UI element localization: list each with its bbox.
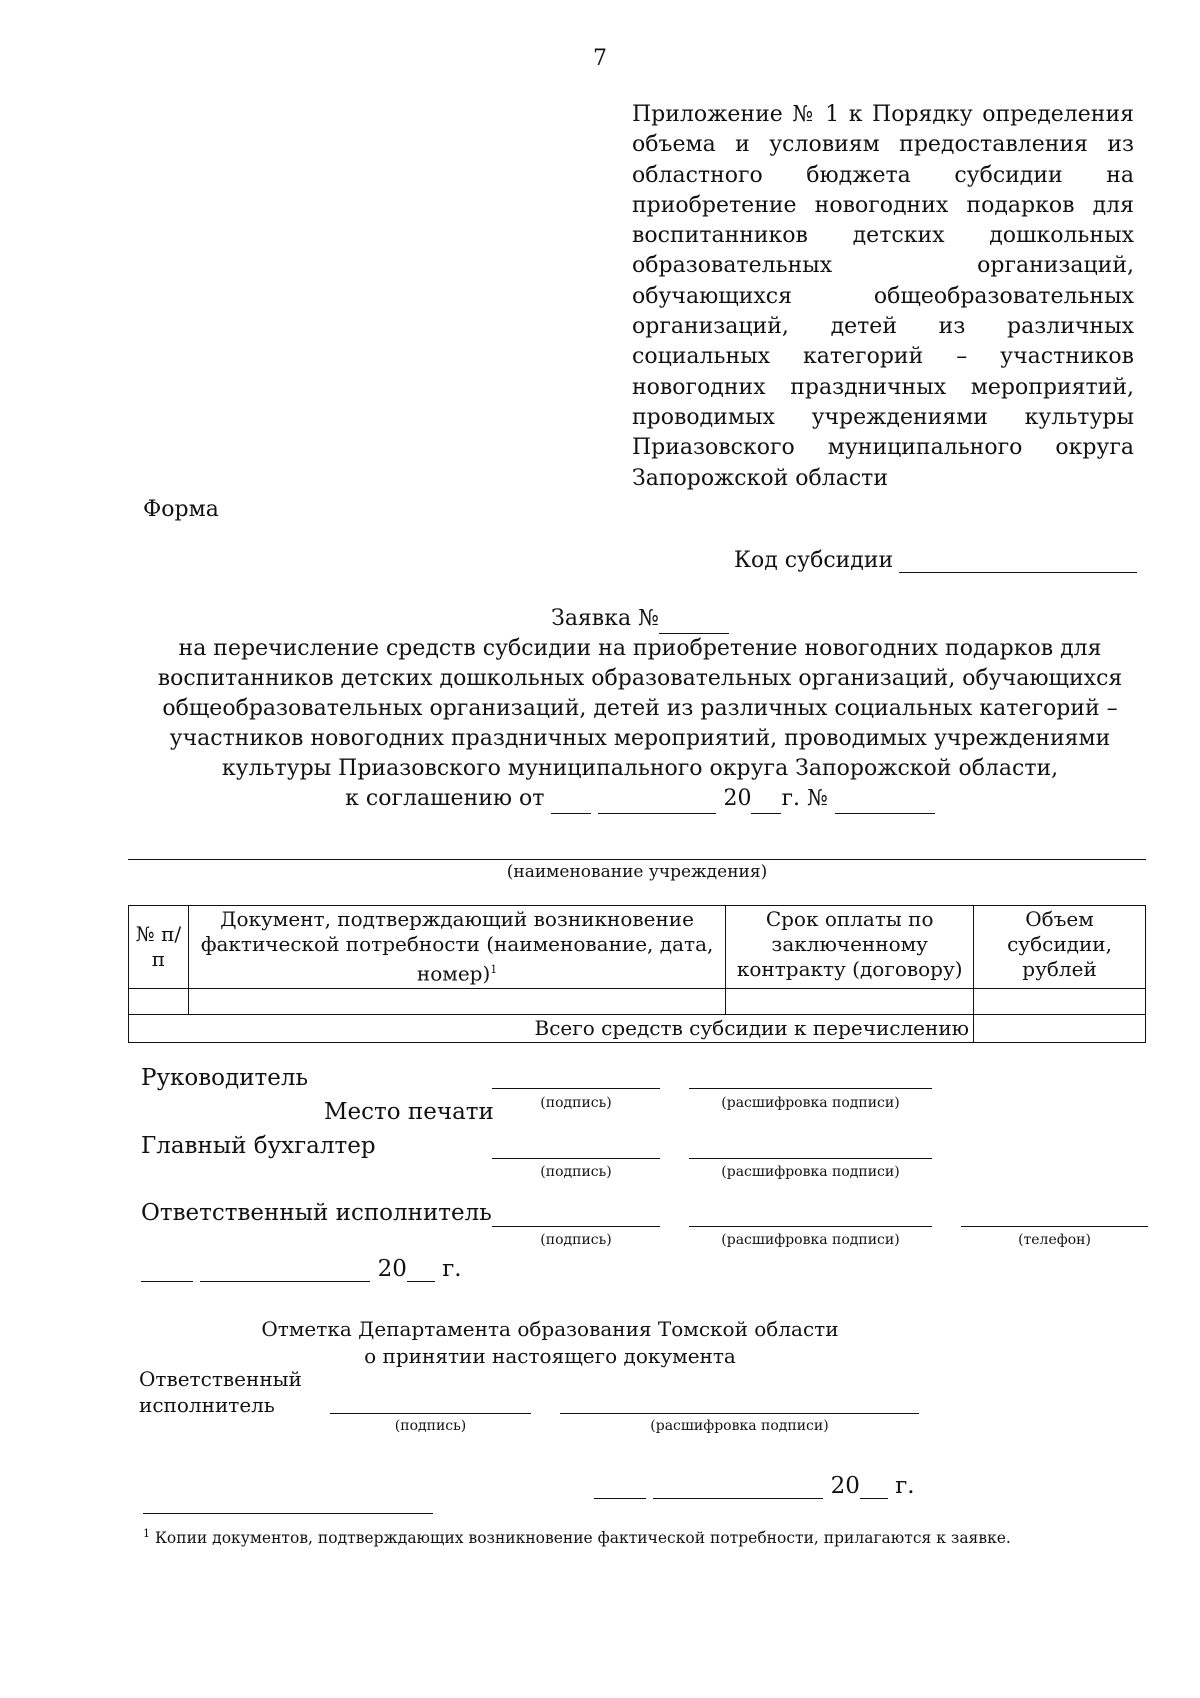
head-label: Руководитель: [141, 1065, 308, 1091]
date-suffix: г.: [442, 1256, 462, 1282]
footnote-ref: 1: [143, 1527, 150, 1540]
request-number-blank: [659, 611, 729, 634]
date-year: 20: [377, 1256, 407, 1282]
page-number: 7: [593, 46, 607, 71]
title-line: общеобразовательных организаций, детей из различных социальных категорий –: [162, 696, 1118, 721]
request-date-row: [141, 1256, 462, 1282]
table-cell: [188, 988, 725, 1014]
agreement-row: [130, 784, 1150, 814]
seal-label: Место печати: [324, 1099, 494, 1125]
mark-signature-caption: (подпись): [394, 1418, 467, 1434]
appendix-line: организаций, детей из различных: [632, 314, 1134, 340]
title-line: воспитанников детских дошкольных образовательных организаций, обучающихся: [157, 666, 1123, 691]
header-amount: Объем субсидии, рублей: [974, 906, 1146, 989]
title-line: участников новогодних праздничных мероприятий, проводимых учреждениями: [169, 726, 1111, 751]
mark-executor-line: исполнитель: [139, 1393, 275, 1417]
executor-signature-line: [492, 1226, 660, 1227]
appendix-note: [632, 100, 1134, 494]
header-document: [188, 906, 725, 989]
executor-decoding-line: [689, 1226, 932, 1227]
agreement-day-blank: [551, 791, 591, 814]
department-mark-title: [130, 1316, 970, 1370]
table-row: [129, 988, 1146, 1014]
institution-line: [128, 859, 1146, 860]
mark-date-month-blank: [653, 1476, 823, 1499]
date-year-blank: [407, 1259, 435, 1282]
request-label: Заявка №: [551, 606, 659, 631]
footnote: [143, 1527, 1011, 1547]
mark-title-line: о принятии настоящего документа: [364, 1344, 736, 1368]
agreement-year-suffix: г. №: [781, 786, 828, 811]
subsidy-code-blank: [899, 550, 1137, 573]
appendix-line: обучающихся общеобразовательных: [632, 283, 1134, 309]
institution-caption: (наименование учреждения): [506, 862, 768, 882]
appendix-line: социальных категорий – участников: [632, 344, 1134, 370]
table-cell: [129, 988, 189, 1014]
accountant-signature-caption: (подпись): [540, 1164, 612, 1180]
executor-phone-line: [961, 1226, 1148, 1227]
header-term: Срок оплаты по заключенному контракту (договору): [726, 906, 974, 989]
agreement-number-blank: [835, 791, 935, 814]
executor-decoding-caption: (расшифровка подписи): [721, 1232, 900, 1248]
mark-date-suffix: г.: [895, 1473, 915, 1499]
appendix-line: образовательных организаций,: [632, 253, 1134, 279]
request-title: [130, 604, 1150, 814]
appendix-line: Запорожской области: [632, 465, 889, 491]
agreement-year: 20: [723, 786, 752, 811]
mark-decoding-line: [560, 1413, 919, 1414]
executor-label: Ответственный исполнитель: [141, 1200, 492, 1226]
mark-date-day-blank: [594, 1476, 646, 1499]
date-month-blank: [200, 1259, 370, 1282]
mark-decoding-caption: (расшифровка подписи): [650, 1418, 829, 1434]
mark-executor-line: Ответственный: [139, 1367, 302, 1391]
accountant-label: Главный бухгалтер: [141, 1133, 376, 1159]
request-number-row: [130, 604, 1150, 634]
executor-signature-caption: (подпись): [540, 1232, 612, 1248]
total-value: [974, 1014, 1146, 1042]
subsidy-code-label: Код субсидии: [734, 548, 894, 573]
accountant-decoding-caption: (расшифровка подписи): [721, 1164, 900, 1180]
total-row: [129, 1014, 1146, 1042]
table-cell: [974, 988, 1146, 1014]
mark-date-row: [594, 1473, 915, 1499]
mark-title-line: Отметка Департамента образования Томской области: [261, 1317, 839, 1341]
header-document-text: Документ, подтверждающий возникновение фактической потребности (наименование, дата, номер): [200, 907, 714, 986]
header-number: № п/п: [129, 906, 189, 989]
executor-phone-caption: (телефон): [1018, 1232, 1091, 1248]
agreement-month-blank: [598, 791, 716, 814]
table-header-row: [129, 906, 1146, 989]
head-signature-caption: (подпись): [540, 1095, 612, 1111]
mark-date-year: 20: [830, 1473, 860, 1499]
appendix-line: Приложение № 1 к Порядку определения: [632, 102, 1134, 127]
title-line: на перечисление средств субсидии на приобретение новогодних подарков для: [178, 636, 1102, 661]
footnote-text: Копии документов, подтверждающих возникновение фактической потребности, прилагаются к заявке.: [154, 1529, 1011, 1548]
subsidy-code-row: [734, 548, 1137, 573]
agreement-year-blank: [751, 791, 781, 814]
appendix-line: новогодних праздничных мероприятий,: [632, 374, 1134, 400]
head-decoding-line: [689, 1088, 932, 1089]
appendix-line: воспитанников детских дошкольных: [632, 223, 1134, 249]
subsidy-table: [128, 905, 1146, 1043]
mark-executor-label: [139, 1366, 302, 1418]
appendix-line: объема и условиям предоставления из: [632, 132, 1134, 158]
appendix-line: проводимых учреждениями культуры: [632, 404, 1134, 430]
head-decoding-caption: (расшифровка подписи): [721, 1095, 900, 1111]
appendix-line: областного бюджета субсидии на: [632, 162, 1134, 188]
accountant-decoding-line: [689, 1158, 932, 1159]
title-line: культуры Приазовского муниципального округа Запорожской области,: [221, 756, 1059, 781]
table-cell: [726, 988, 974, 1014]
head-signature-line: [492, 1088, 660, 1089]
date-day-blank: [141, 1259, 193, 1282]
header-footnote-ref: 1: [490, 963, 498, 976]
form-label: Форма: [143, 497, 219, 522]
agreement-prefix: к соглашению от: [345, 786, 545, 811]
appendix-line: приобретение новогодних подарков для: [632, 192, 1134, 218]
appendix-line: Приазовского муниципального округа: [632, 435, 1134, 461]
footnote-separator: [143, 1513, 433, 1514]
mark-date-year-blank: [860, 1476, 888, 1499]
accountant-signature-line: [492, 1158, 660, 1159]
mark-signature-line: [330, 1413, 531, 1414]
total-label: Всего средств субсидии к перечислению: [129, 1014, 974, 1042]
